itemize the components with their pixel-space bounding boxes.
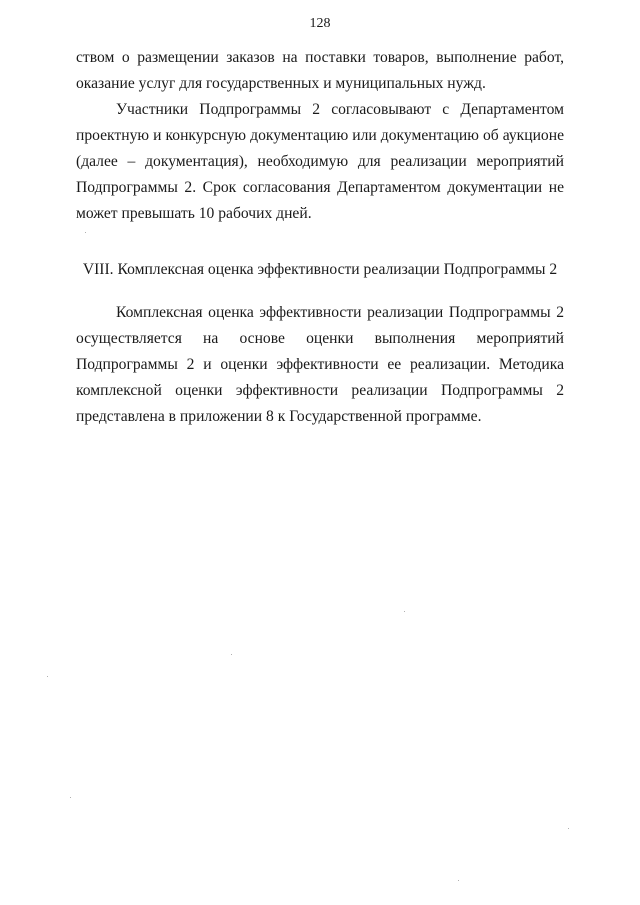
scan-speck (568, 828, 569, 829)
scan-speck (70, 797, 71, 798)
paragraph-complex-assessment: Комплексная оценка эффективности реализации Подпрограммы 2 осуществляется на основе оценки выполнения мероприятий Подпрограммы 2 и оценки эффективности ее реализации. Методика комплексной оценки эффективности реализации Подпрограммы 2 представлена в приложении 8 к Государственной программе. (76, 304, 564, 425)
paragraph-continuation: ством о размещении заказов на поставки товаров, выполнение работ, оказание услуг для государственных и муниципальных нужд. (76, 49, 564, 92)
text-block-top (76, 45, 564, 227)
scan-speck (404, 611, 405, 612)
scan-speck (85, 232, 86, 233)
section-heading: VIII. Комплексная оценка эффективности реализации Подпрограммы 2 (82, 261, 558, 278)
scan-speck (47, 676, 48, 677)
page-number: 128 (309, 16, 331, 31)
scan-speck (231, 654, 232, 655)
text-block-bottom (76, 300, 564, 430)
paragraph-participants-agreement: Участники Подпрограммы 2 согласовывают с Департаментом проектную и конкурсную документацию или документацию об аукционе (далее – документация), необходимую для реализации мероприятий Подпрограммы 2. Срок согласования Департаментом документации не может превышать 10 рабочих дней. (76, 101, 564, 222)
scan-speck (458, 880, 459, 881)
